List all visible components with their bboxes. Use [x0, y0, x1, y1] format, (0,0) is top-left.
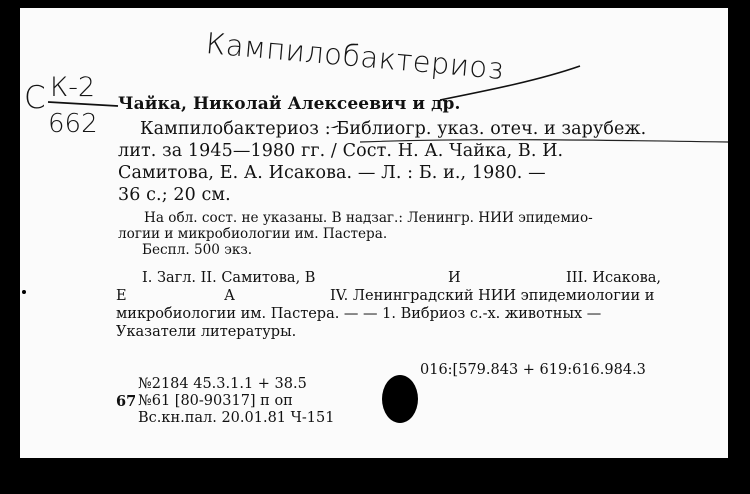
entry-title-line: Кампилобактериоз : Библиогр. указ. отеч. и зарубеж.	[140, 119, 647, 139]
classification-number: 016:[579.843 + 619:616.984.3	[420, 362, 646, 378]
tracing-row2-b: А	[224, 288, 235, 304]
catalog-card	[20, 8, 728, 458]
tracing-row1-a: I. Загл. II. Самитова, В	[142, 270, 316, 286]
entry-heading-author: Чайка, Николай Алексеевич и др.	[118, 94, 461, 114]
tracing-row2-c: IV. Ленинградский НИИ эпидемиологии и	[330, 288, 655, 304]
scan-speck	[22, 290, 26, 294]
tracing-row4: Указатели литературы.	[116, 324, 297, 340]
imprint-line-2-number: 67	[116, 393, 137, 410]
entry-line-4: 36 с.; 20 см.	[118, 185, 231, 205]
tracing-row1-c: III. Исакова,	[566, 270, 662, 286]
call-number-prefix: С	[24, 80, 46, 116]
imprint-line-3: Вс.кн.пал. 20.01.81 Ч-151	[138, 410, 335, 426]
imprint-line-1: №2184 45.3.1.1 + 38.5	[138, 376, 307, 392]
tracing-row2-a: Е	[116, 288, 127, 304]
call-number-top: К-2	[50, 72, 96, 103]
handwritten-subject: Кампилобактериоз	[204, 26, 506, 86]
imprint-line-2: №61 [80-90317] п оп	[138, 393, 293, 409]
note-line-3: Беспл. 500 экз.	[142, 242, 253, 258]
tracing-row3: микробиологии им. Пастера. — — 1. Вибриоз с.-х. животных —	[116, 306, 602, 322]
note-line-1: На обл. сост. не указаны. В надзаг.: Ленингр. НИИ эпидемио-	[144, 210, 593, 226]
tracing-row1-b: И	[448, 270, 461, 286]
call-number-bottom: 662	[48, 109, 98, 139]
entry-line-3: Самитова, Е. А. Исакова. — Л. : Б. и., 1980. —	[118, 163, 546, 183]
punch-hole	[382, 375, 418, 423]
entry-line-2: лит. за 1945—1980 гг. / Сост. Н. А. Чайка, В. И.	[118, 141, 564, 161]
note-line-2: логии и микробиологии им. Пастера.	[118, 226, 388, 242]
